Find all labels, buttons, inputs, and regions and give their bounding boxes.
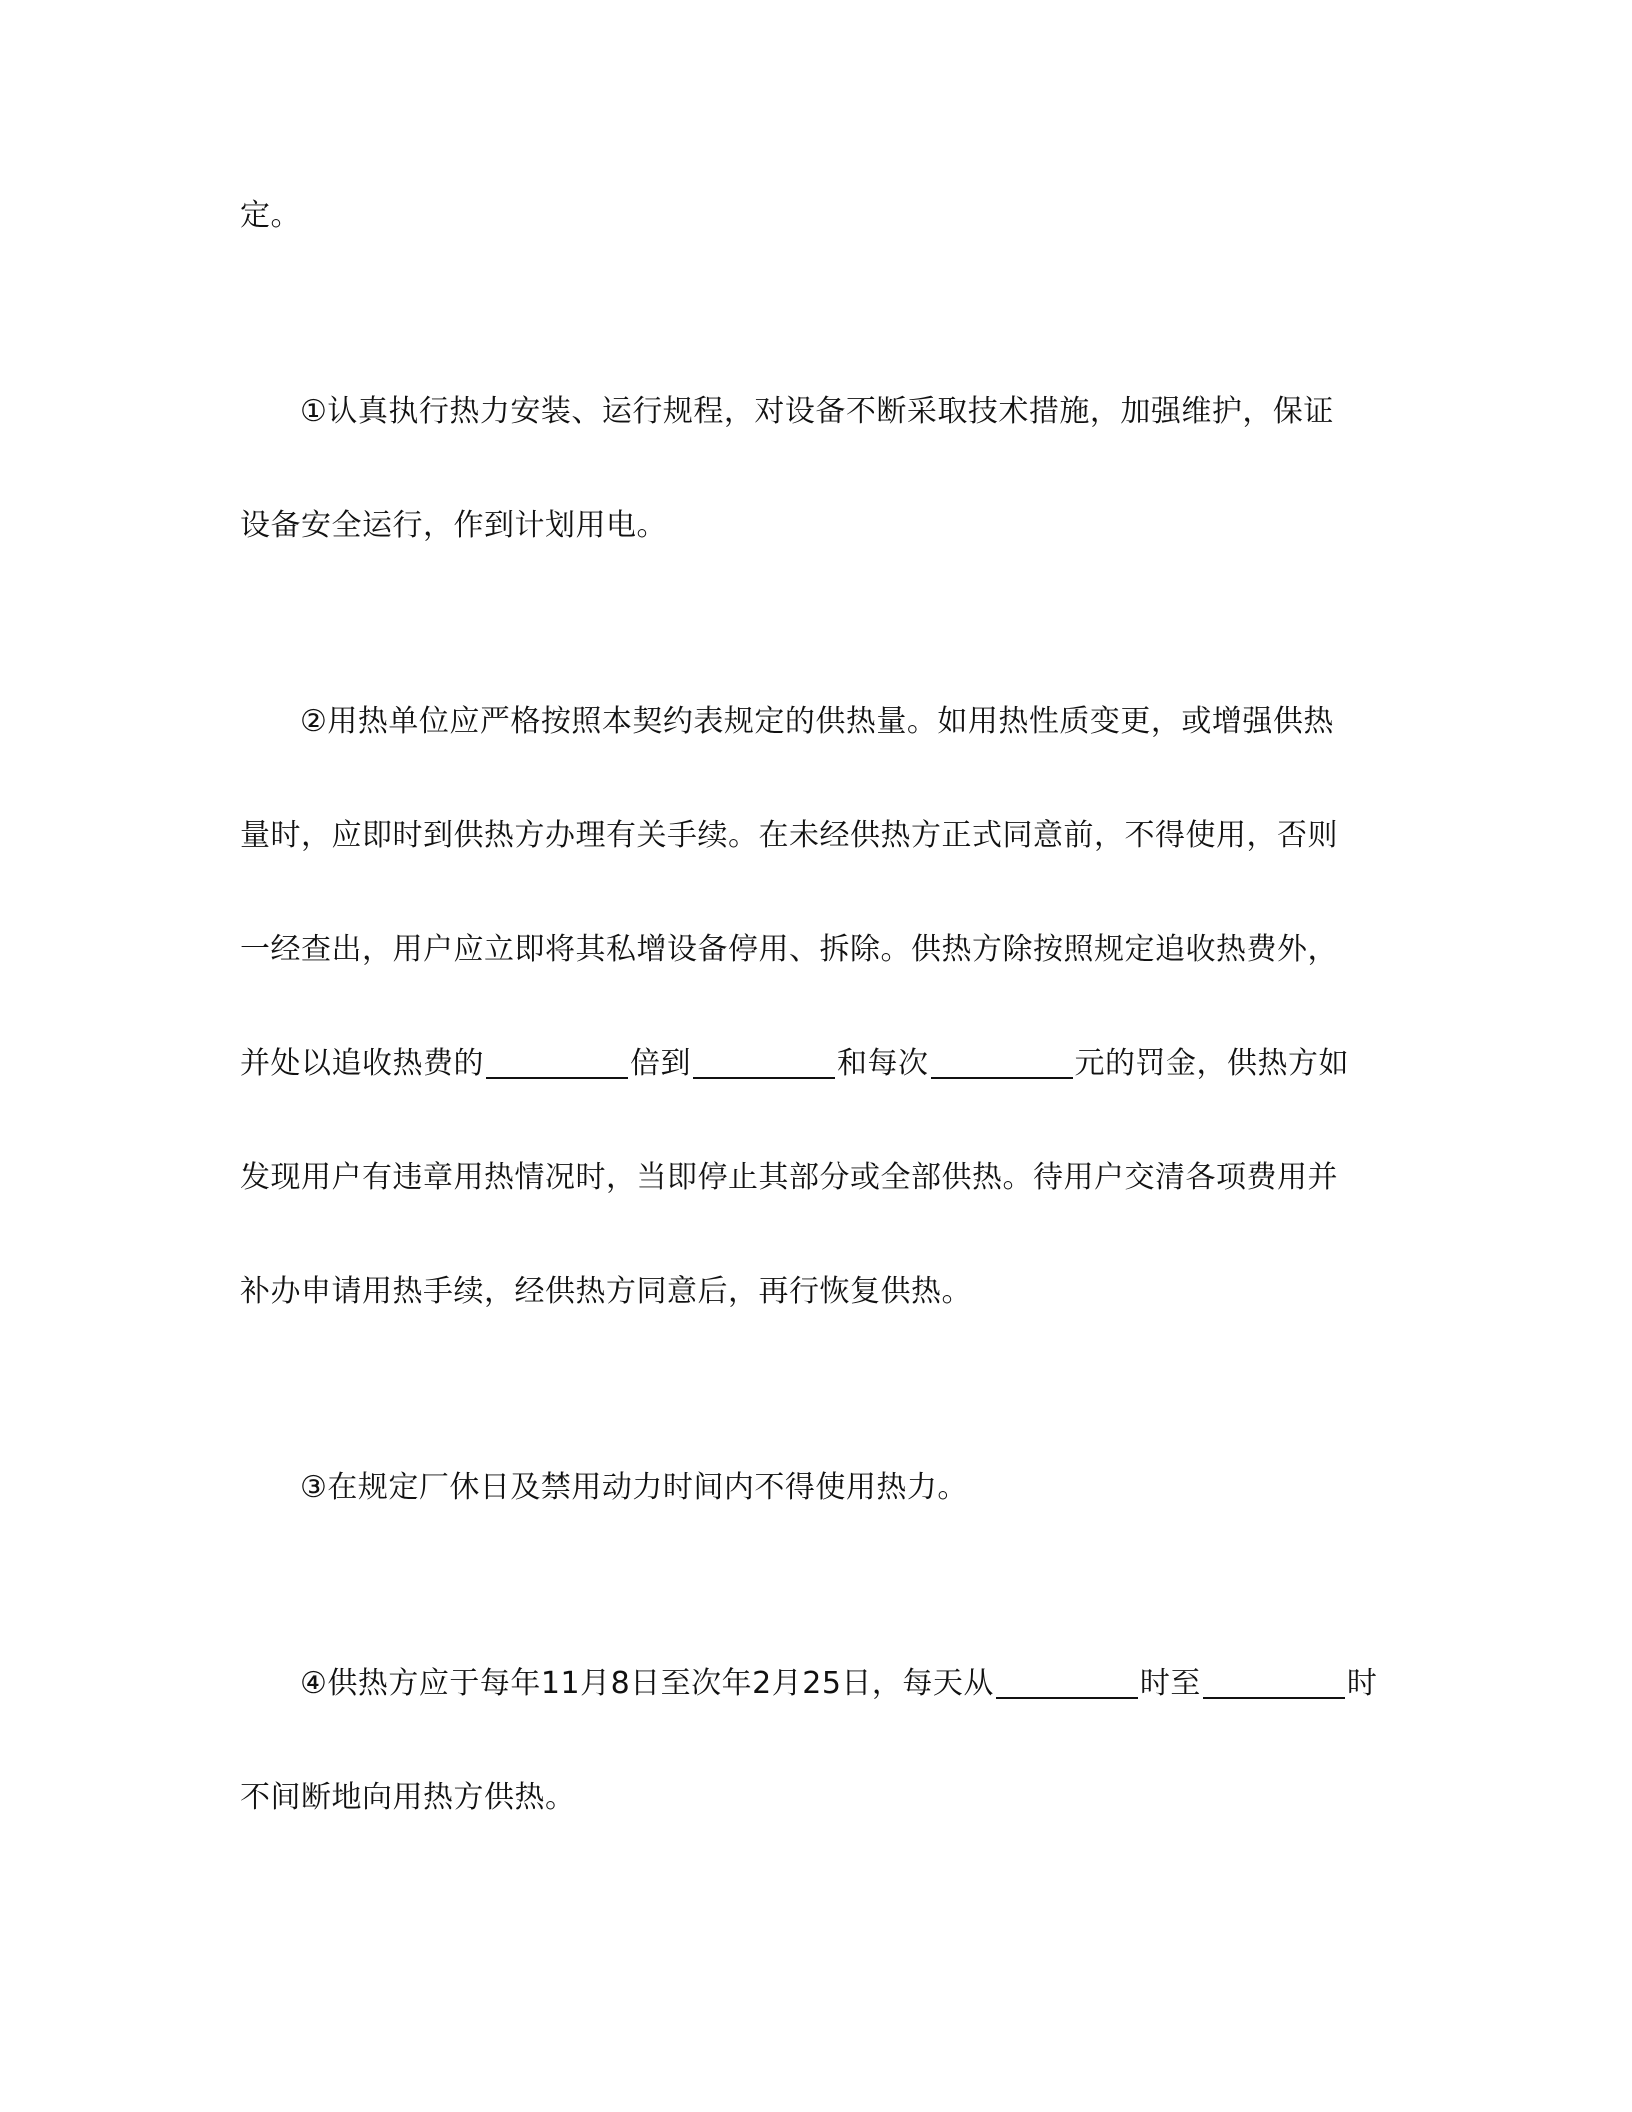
clause-4-line-2 [240, 1778, 1390, 1818]
text-span: 并处以追收热费的 [240, 1046, 484, 1081]
text-span: 和每次 [837, 1046, 929, 1081]
clause-1-line-2 [240, 506, 1390, 546]
clause-2-line-3 [240, 930, 1390, 970]
text-span: 一经查出，用户应立即将其私增设备停用、拆除。供热方除按照规定追收热费外， [240, 932, 1338, 967]
text-span: 设备安全运行，作到计划用电。 [240, 508, 667, 543]
text-span: 元的罚金，供热方如 [1074, 1046, 1349, 1081]
text-span: ③在规定厂休日及禁用动力时间内不得使用热力。 [300, 1470, 968, 1505]
clause-1-line-1 [300, 392, 1390, 432]
text-span: 发现用户有违章用热情况时，当即停止其部分或全部供热。待用户交清各项费用并 [240, 1160, 1338, 1195]
clause-2-line-1 [300, 702, 1390, 742]
text-span: ②用热单位应严格按照本契约表规定的供热量。如用热性质变更，或增强供热 [300, 704, 1334, 739]
text-span: 定。 [240, 198, 301, 233]
text-span: 补办申请用热手续，经供热方同意后，再行恢复供热。 [240, 1274, 972, 1309]
text-span: 量时，应即时到供热方办理有关手续。在未经供热方正式同意前，不得使用，否则 [240, 818, 1338, 853]
text-span: 时 [1346, 1666, 1378, 1701]
fill-in-blank-multiplier-max[interactable] [693, 1047, 835, 1079]
fill-in-blank-start-hour[interactable] [996, 1667, 1138, 1699]
text-line-continuation [240, 196, 1390, 236]
text-span: ①认真执行热力安装、运行规程，对设备不断采取技术措施，加强维护，保证 [300, 394, 1334, 429]
fill-in-blank-multiplier-min[interactable] [486, 1047, 628, 1079]
clause-3-line-1 [300, 1468, 1390, 1508]
clause-2-line-5 [240, 1158, 1390, 1198]
clause-4-line-1 [300, 1664, 1390, 1704]
text-span: 不间断地向用热方供热。 [240, 1780, 576, 1815]
text-span: 倍到 [630, 1046, 691, 1081]
fill-in-blank-fine-amount[interactable] [931, 1047, 1073, 1079]
clause-2-line-6 [240, 1272, 1390, 1312]
clause-2-line-2 [240, 816, 1390, 856]
fill-in-blank-end-hour[interactable] [1203, 1667, 1345, 1699]
text-span: ④供热方应于每年11月8日至次年2月25日，每天从 [300, 1666, 994, 1701]
clause-2-line-4 [240, 1044, 1390, 1084]
text-span: 时至 [1139, 1666, 1201, 1701]
